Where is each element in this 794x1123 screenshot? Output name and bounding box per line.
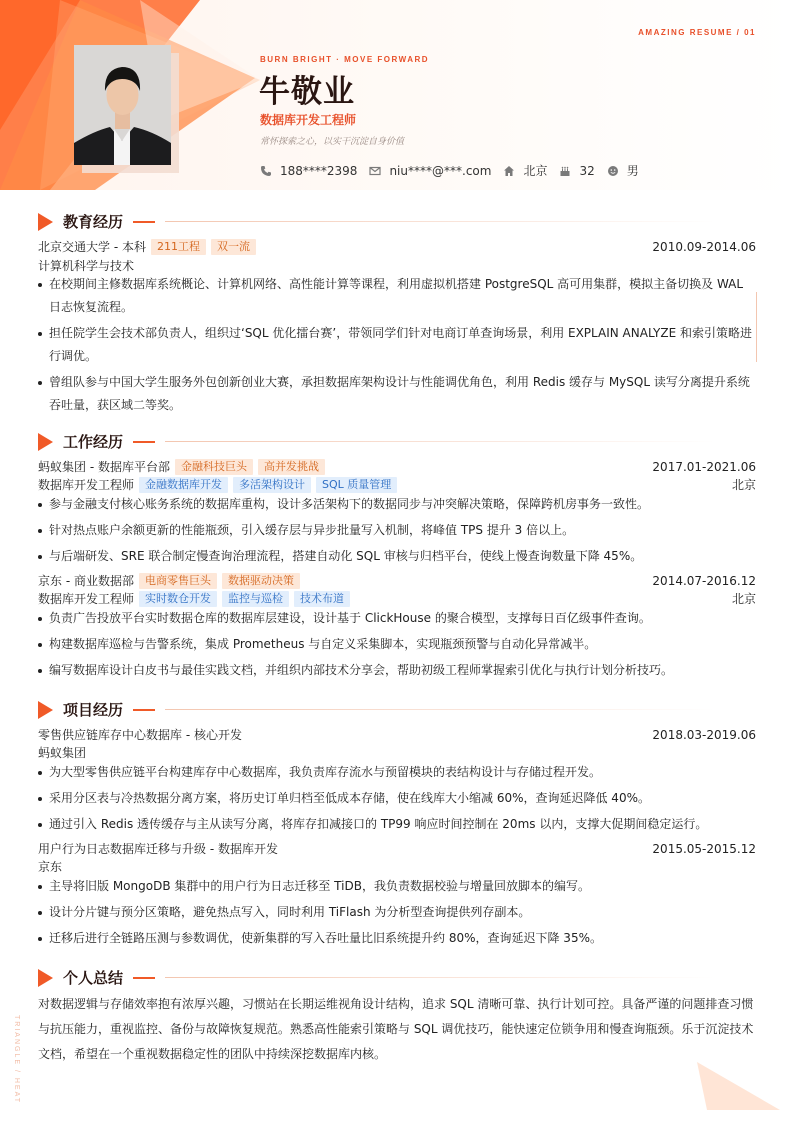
list-item: 编写数据库设计白皮书与最佳实践文档，并组织内部技术分享会，帮助初级工程师掌握索引优化与执行计划分析技巧。 <box>38 659 754 682</box>
list-item: 在校期间主修数据库系统概论、计算机网络、高性能计算等课程，利用虚拟机搭建 PostgreSQL 高可用集群，模拟主备切换及 WAL 日志恢复流程。 <box>38 273 754 319</box>
motto: 常怀探索之心，以实干沉淀自身价值 <box>260 137 405 147</box>
project-period: 2015.05-2015.12 <box>652 841 756 856</box>
work-company-row <box>38 572 756 589</box>
education-period: 2010.09-2014.06 <box>652 239 756 254</box>
home-icon <box>503 165 515 177</box>
work-role-row <box>38 590 756 607</box>
list-item: 曾组队参与中国大学生服务外包创新创业大赛，承担数据库架构设计与性能调优角色，利用 Redis 缓存与 MySQL 读写分离提升系统吞吐量，获区域二等奖。 <box>38 371 754 417</box>
project-org: 蚂蚁集团 <box>38 746 87 760</box>
page-tag: AMAZING RESUME / 01 <box>638 28 756 37</box>
work-period: 2017.01-2021.06 <box>652 459 756 474</box>
role-name: 数据库开发工程师 <box>38 592 135 606</box>
company-tag: 数据驱动决策 <box>222 573 300 589</box>
section-divider <box>165 441 715 442</box>
education-major-row <box>38 257 756 274</box>
section-dash <box>133 221 155 223</box>
work-bullets <box>38 607 754 682</box>
decorative-rule <box>756 292 757 362</box>
list-item: 主导将旧版 MongoDB 集群中的用户行为日志迁移至 TiDB，我负责数据校验与增量回放脚本的编写。 <box>38 875 754 898</box>
list-item: 负责广告投放平台实时数据仓库的数据库层建设，设计基于 ClickHouse 的聚合模型，支撑每日百亿级事件查询。 <box>38 607 754 630</box>
role-tag: SQL 质量管理 <box>316 477 397 493</box>
work-period: 2014.07-2016.12 <box>652 573 756 588</box>
company-tag: 电商零售巨头 <box>139 573 217 589</box>
education-bullets <box>38 273 754 417</box>
list-item: 迁移后进行全链路压测与参数调优，使新集群的写入吞吐量比旧系统提升约 80%，查询延迟下降 35%。 <box>38 927 754 950</box>
education-tag: 211工程 <box>151 239 206 255</box>
contact-email <box>369 164 491 178</box>
list-item: 设计分片键与预分区策略，避免热点写入，同时利用 TiFlash 为分析型查询提供列存副本。 <box>38 901 754 924</box>
major: 计算机科学与技术 <box>38 259 135 273</box>
triangle-icon <box>38 213 53 231</box>
avatar <box>74 45 171 165</box>
list-item: 构建数据库巡检与告警系统，集成 Prometheus 与自定义采集脚本，实现瓶颈预警与自动化异常减半。 <box>38 633 754 656</box>
list-item: 通过引入 Redis 透传缓存与主从读写分离，将库存扣减接口的 TP99 响应时间控制在 20ms 以内，支撑大促期间稳定运行。 <box>38 813 754 836</box>
section-dash <box>133 441 155 443</box>
role-tag: 多活架构设计 <box>233 477 311 493</box>
role-tag: 实时数仓开发 <box>139 591 217 607</box>
triangle-icon <box>38 969 53 987</box>
list-item: 参与金融支付核心账务系统的数据库重构，设计多活架构下的数据同步与冲突解决策略，保障跨机房事务一致性。 <box>38 493 754 516</box>
work-location: 北京 <box>731 592 756 606</box>
project-bullets <box>38 875 754 950</box>
role-name: 数据库开发工程师 <box>38 478 135 492</box>
section-title: 个人总结 <box>63 969 124 987</box>
triangle-icon <box>38 433 53 451</box>
section-divider <box>165 221 715 222</box>
section-dash <box>133 709 155 711</box>
triangle-icon <box>38 701 53 719</box>
list-item: 采用分区表与冷热数据分离方案，将历史订单归档至低成本存储，使在线库大小缩减 60%，查询延迟降低 40%。 <box>38 787 754 810</box>
section-title: 工作经历 <box>63 433 124 451</box>
section-work-header <box>38 431 758 452</box>
job-title: 数据库开发工程师 <box>260 113 357 127</box>
section-summary-header <box>38 967 758 988</box>
section-dash <box>133 977 155 979</box>
contact-age <box>559 164 594 178</box>
section-projects-header <box>38 699 758 720</box>
work-company-row <box>38 458 756 475</box>
project-org: 京东 <box>38 860 63 874</box>
list-item: 与后端研发、SRE 联合制定慢查询治理流程，搭建自动化 SQL 审核与归档平台，使线上慢查询数量下降 45%。 <box>38 545 754 568</box>
section-divider <box>165 977 715 978</box>
section-divider <box>165 709 715 710</box>
side-watermark: TRIANGLE / HEAT <box>13 1015 20 1104</box>
project-row <box>38 726 756 743</box>
company-tag: 高并发挑战 <box>258 459 325 475</box>
role-tag: 技术布道 <box>294 591 350 607</box>
company-name: 蚂蚁集团 - 数据库平台部 <box>38 460 170 474</box>
role-tag: 监控与巡检 <box>222 591 289 607</box>
school-name: 北京交通大学 - 本科 <box>38 240 146 254</box>
section-title: 教育经历 <box>63 213 124 231</box>
education-row <box>38 238 756 255</box>
work-bullets <box>38 493 754 568</box>
age-text: 32 <box>579 163 595 178</box>
company-tag: 金融科技巨头 <box>175 459 253 475</box>
list-item: 为大型零售供应链平台构建库存中心数据库，我负责库存流水与预留模块的表结构设计与存储过程开发。 <box>38 761 754 784</box>
education-tag: 双一流 <box>211 239 256 255</box>
contact-info <box>260 162 651 179</box>
work-role-row <box>38 476 756 493</box>
list-item: 针对热点账户余额更新的性能瓶颈，引入缓存层与异步批量写入机制，将峰值 TPS 提升 3 倍以上。 <box>38 519 754 542</box>
contact-gender <box>607 162 639 179</box>
work-location: 北京 <box>731 478 756 492</box>
city-text: 北京 <box>523 164 548 178</box>
candidate-name: 牛敬业 <box>259 74 355 110</box>
email-text: niu****@***.com <box>389 163 492 178</box>
company-name: 京东 - 商业数据部 <box>38 574 134 588</box>
list-item: 担任院学生会技术部负责人，组织过‘SQL 优化擂台赛’，带领同学们针对电商订单查询场景，利用 EXPLAIN ANALYZE 和索引策略进行调优。 <box>38 322 754 368</box>
cake-icon <box>559 165 571 177</box>
gender-text: 男 <box>626 164 639 178</box>
project-title: 零售供应链库存中心数据库 - 核心开发 <box>38 728 242 742</box>
summary-text: 对数据逻辑与存储效率抱有浓厚兴趣，习惯站在长期运维视角设计结构，追求 SQL 清晰可靠、执行计划可控。具备严谨的问题排查习惯与抗压能力，重视监控、备份与故障恢复规范。熟悉高性能索引策略与 SQL 调优技巧，能快速定位锁争用和慢查询瓶颈。乐于沉淀技术文档，希望在一个重视数据稳定性的团队中持续深挖数据库内核。 <box>38 997 754 1061</box>
section-title: 项目经历 <box>63 701 124 719</box>
project-row <box>38 840 756 857</box>
project-org-row <box>38 744 756 761</box>
role-tag: 金融数据库开发 <box>139 477 228 493</box>
person-icon <box>607 165 619 177</box>
contact-city <box>503 162 547 179</box>
mail-icon <box>369 165 381 177</box>
phone-icon <box>260 165 272 177</box>
project-bullets <box>38 761 754 836</box>
project-org-row <box>38 858 756 875</box>
header-slogan: BURN BRIGHT · MOVE FORWARD <box>260 55 430 64</box>
contact-phone <box>260 164 357 178</box>
project-period: 2018.03-2019.06 <box>652 727 756 742</box>
section-education-header <box>38 211 758 232</box>
profile-photo <box>74 45 171 165</box>
project-title: 用户行为日志数据库迁移与升级 - 数据库开发 <box>38 842 278 856</box>
phone-text: 188****2398 <box>280 163 358 178</box>
